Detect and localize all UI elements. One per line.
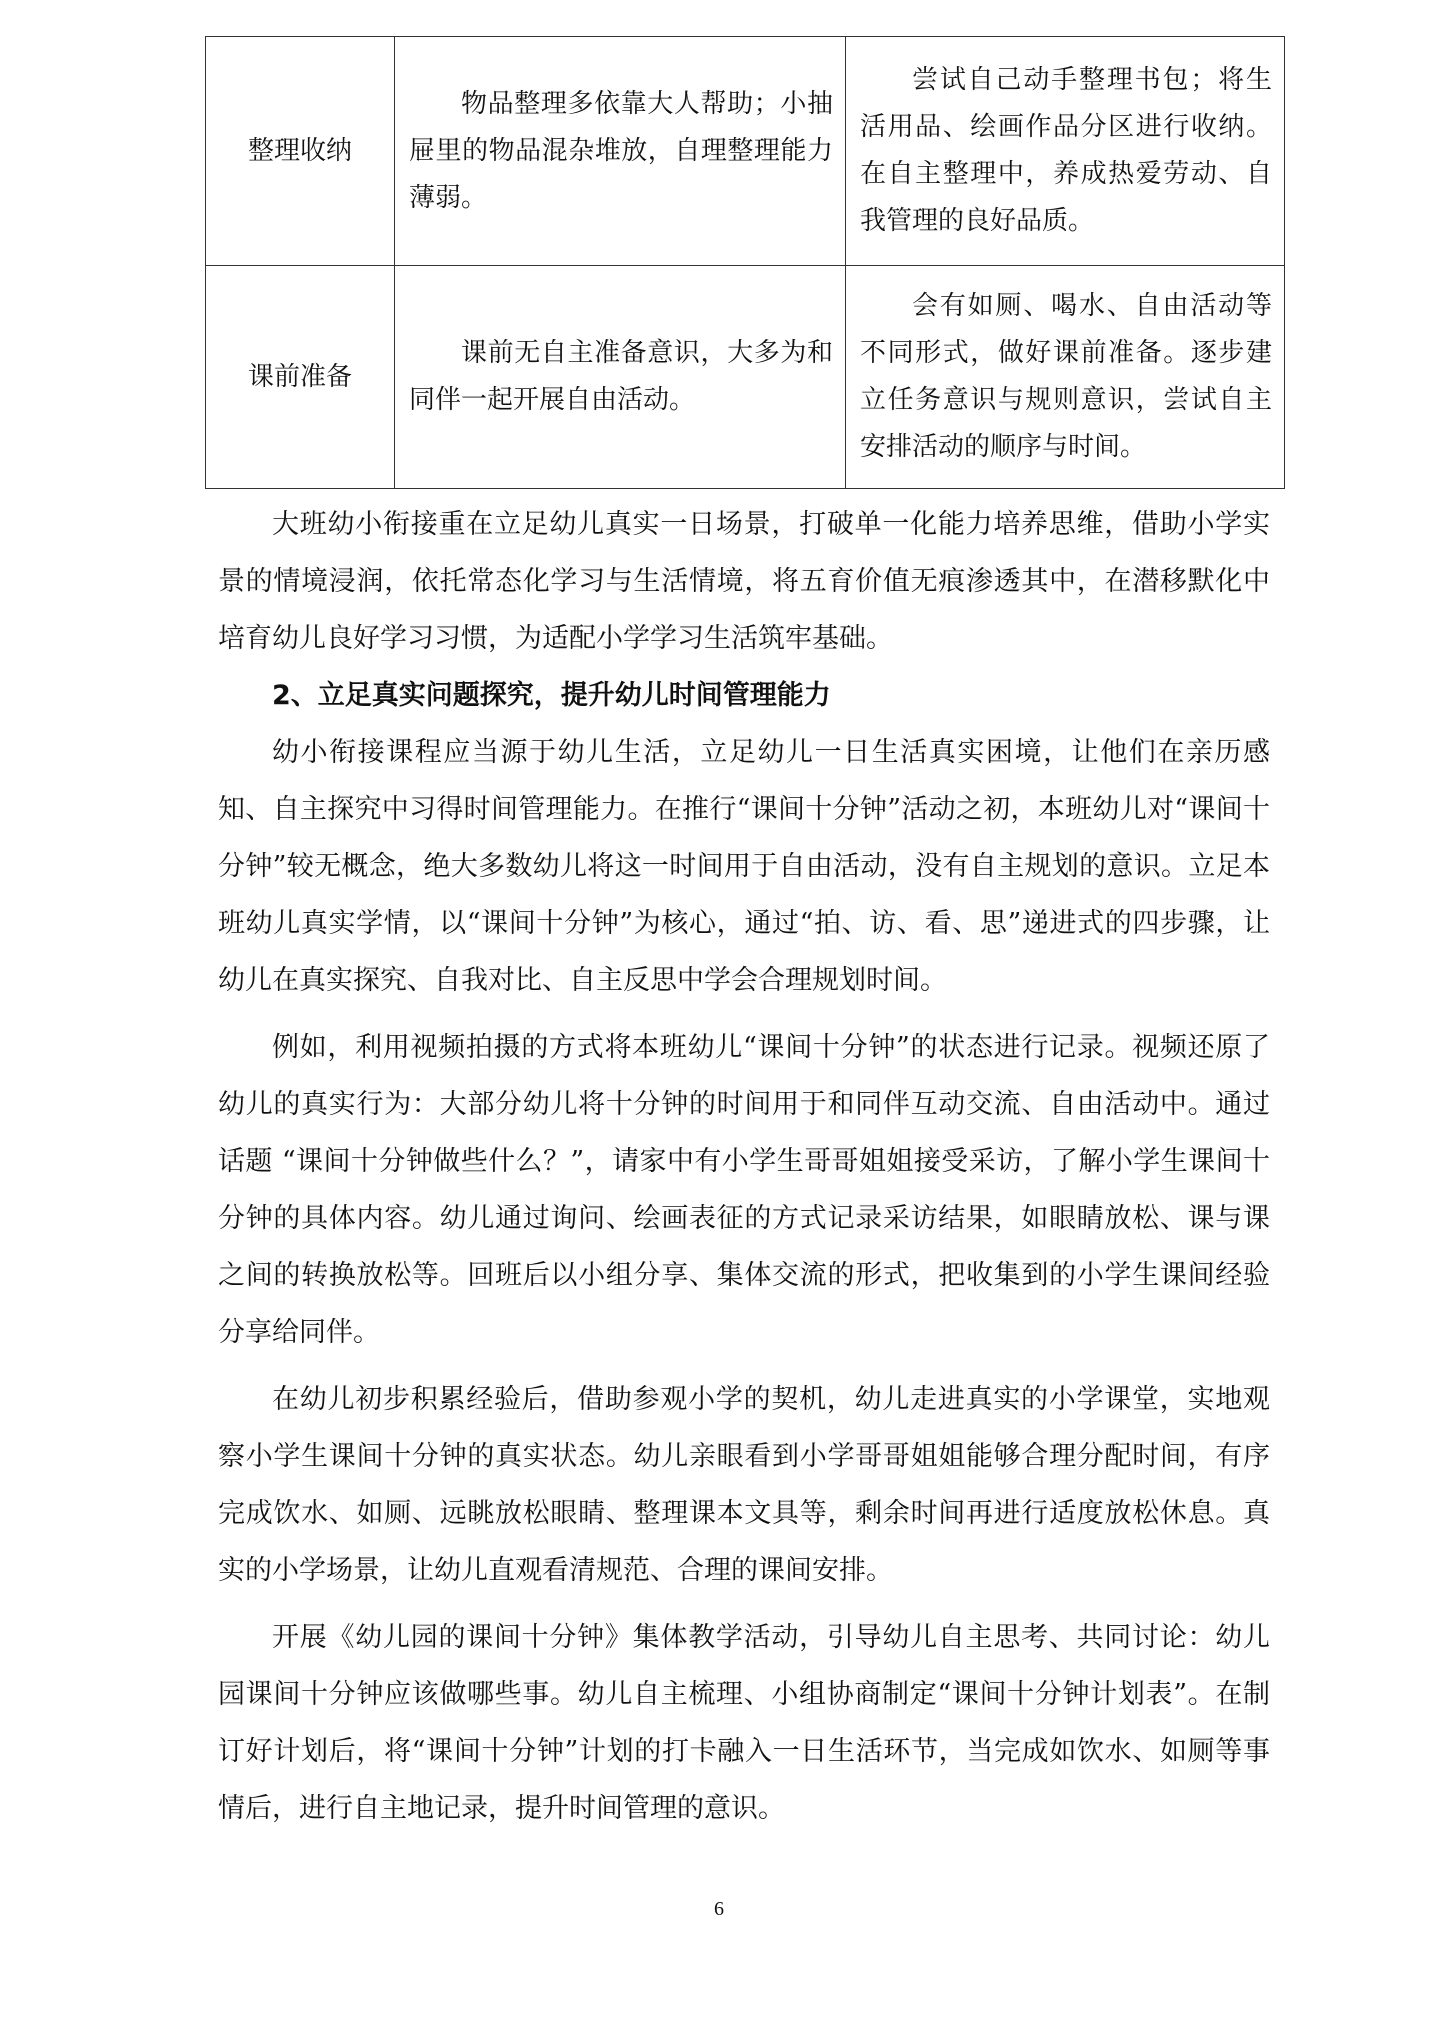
table-current-cell — [395, 37, 846, 266]
table-category-cell: 课前准备 — [206, 266, 395, 489]
current-text: 课前无自主准备意识，大多为和同伴一起开展自由活动。 — [409, 338, 833, 415]
paragraph-visit: 在幼儿初步积累经验后，借助参观小学的契机，幼儿走进真实的小学课堂，实地观察小学生课间十分钟的真实状态。幼儿亲眼看到小学哥哥姐姐能够合理分配时间，有序完成饮水、如厕、远眺放松眼睛、整理课本文具等，剩余时间再进行适度放松休息。真实的小学场景，让幼儿直观看清规范、合理的课间安排。 — [218, 1384, 1270, 1586]
goal-text: 尝试自己动手整理书包；将生活用品、绘画作品分区进行收纳。在自主整理中，养成热爱劳动、自我管理的良好品质。 — [860, 65, 1272, 236]
habit-table — [205, 36, 1285, 489]
body-text — [218, 496, 1270, 1837]
table-category-cell: 整理收纳 — [206, 37, 395, 266]
table-row — [206, 266, 1285, 489]
paragraph-activity: 开展《幼儿园的课间十分钟》集体教学活动，引导幼儿自主思考、共同讨论：幼儿园课间十分钟应该做哪些事。幼儿自主梳理、小组协商制定“课间十分钟计划表”。在制订好计划后，将“课间十分钟”计划的打卡融入一日生活环节，当完成如饮水、如厕等事情后，进行自主地记录，提升时间管理的意识。 — [218, 1622, 1270, 1824]
current-text: 物品整理多依靠大人帮助；小抽屉里的物品混杂堆放，自理整理能力薄弱。 — [409, 88, 833, 213]
page-number: 6 — [714, 1898, 724, 1920]
section-heading: 2、立足真实问题探究，提升幼儿时间管理能力 — [272, 680, 831, 711]
paragraph-intro: 幼小衔接课程应当源于幼儿生活，立足幼儿一日生活真实困境，让他们在亲历感知、自主探究中习得时间管理能力。在推行“课间十分钟”活动之初，本班幼儿对“课间十分钟”较无概念，绝大多数幼儿将这一时间用于自由活动，没有自主规划的意识。立足本班幼儿真实学情，以“课间十分钟”为核心，通过“拍、访、看、思”递进式的四步骤，让幼儿在真实探究、自我对比、自主反思中学会合理规划时间。 — [218, 737, 1270, 996]
paragraph-summary: 大班幼小衔接重在立足幼儿真实一日场景，打破单一化能力培养思维，借助小学实景的情境浸润，依托常态化学习与生活情境，将五育价值无痕渗透其中，在潜移默化中培育幼儿良好学习习惯，为适配小学学习生活筑牢基础。 — [218, 509, 1270, 654]
table-goal-cell — [846, 37, 1285, 266]
table-row — [206, 37, 1285, 266]
table-goal-cell — [846, 266, 1285, 489]
goal-text: 会有如厕、喝水、自由活动等不同形式，做好课前准备。逐步建立任务意识与规则意识，尝试自主安排活动的顺序与时间。 — [860, 291, 1272, 462]
table-current-cell — [395, 266, 846, 489]
paragraph-example: 例如，利用视频拍摄的方式将本班幼儿“课间十分钟”的状态进行记录。视频还原了幼儿的真实行为：大部分幼儿将十分钟的时间用于和同伴互动交流、自由活动中。通过话题 “课间十分钟做些什么？”，请家中有小学生哥哥姐姐接受采访，了解小学生课间十分钟的具体内容。幼儿通过询问、绘画表征的方式记录采访结果，如眼睛放松、课与课之间的转换放松等。回班后以小组分享、集体交流的形式，把收集到的小学生课间经验分享给同伴。 — [218, 1032, 1270, 1348]
